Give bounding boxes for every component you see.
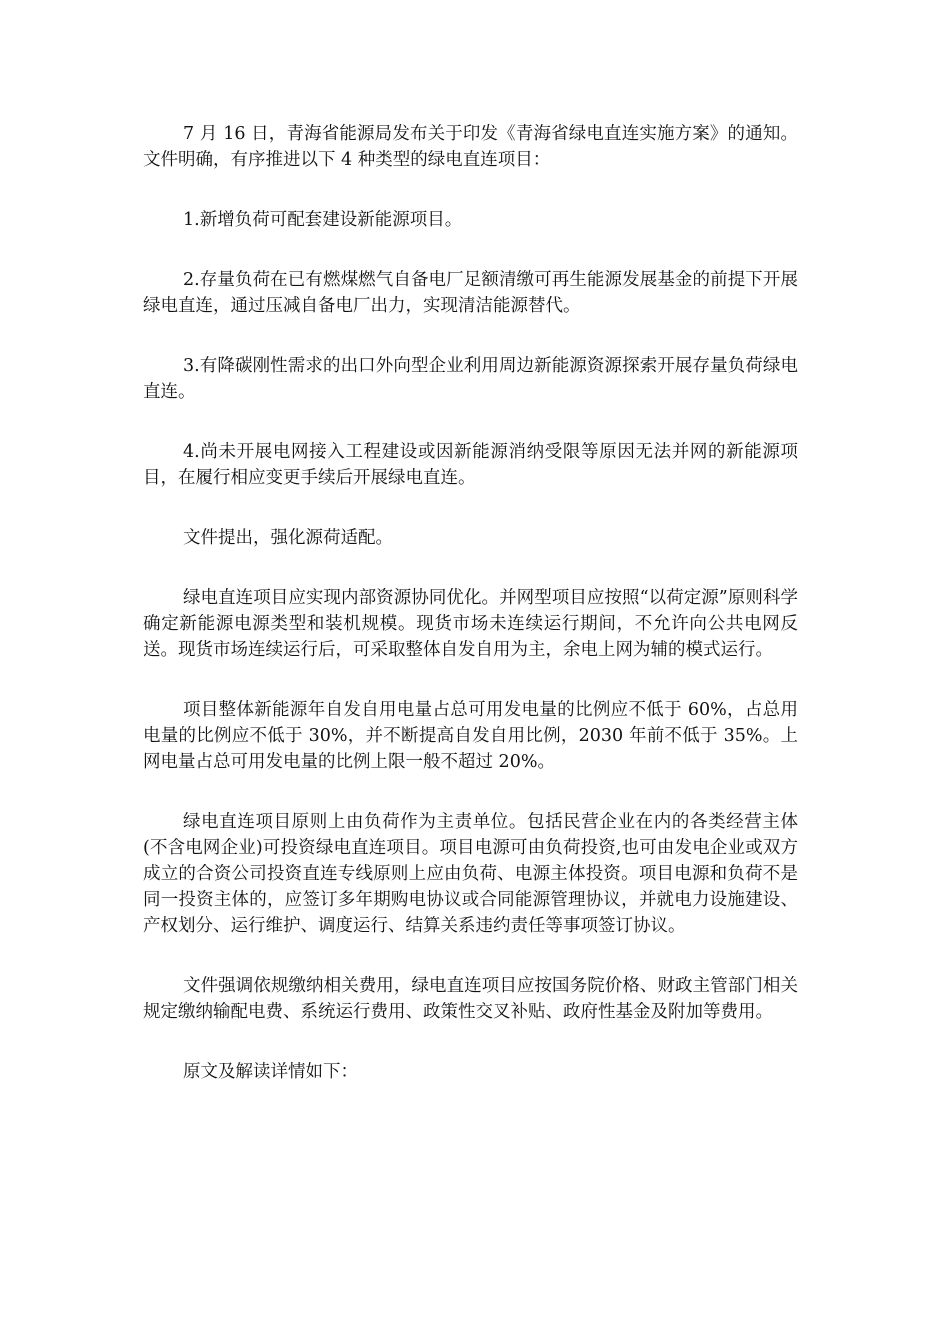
- article-body: [143, 121, 798, 1119]
- paragraph-details: 原文及解读详情如下：: [183, 1062, 358, 1082]
- paragraph-resource-optimization: 绿电直连项目应实现内部资源协同优化。并网型项目应按照“以荷定源”原则科学确定新能源电源类型和装机规模。现货市场未连续运行期间，不允许向公共电网反送。现货市场连续运行后，可采取整体自发自用为主，余电上网为辅的模式运行。: [143, 588, 798, 660]
- paragraph-item-3: 3.有降碳刚性需求的出口外向型企业利用周边新能源资源探索开展存量负荷绿电直连。: [143, 356, 798, 402]
- paragraph-item-2: 2.存量负荷在已有燃煤燃气自备电厂足额清缴可再生能源发展基金的前提下开展绿电直连，通过压减自备电厂出力，实现清洁能源替代。: [143, 270, 798, 316]
- paragraph-self-use-ratio: 项目整体新能源年自发自用电量占总可用发电量的比例应不低于 60%，占总用电量的比例应不低于 30%，并不断提高自发自用比例，2030 年前不低于 35%。上网电量占总可用发电量的比例上限一般不超过 20%。: [143, 700, 798, 772]
- paragraph-item-1: 1.新增负荷可配套建设新能源项目。: [183, 210, 463, 230]
- paragraph-source-load-matching: 文件提出，强化源荷适配。: [183, 528, 393, 548]
- paragraph-intro: 7 月 16 日，青海省能源局发布关于印发《青海省绿电直连实施方案》的通知。文件明确，有序推进以下 4 种类型的绿电直连项目：: [143, 124, 798, 170]
- paragraph-investment-entity: 绿电直连项目原则上由负荷作为主责单位。包括民营企业在内的各类经营主体(不含电网企业)可投资绿电直连项目。项目电源可由负荷投资,也可由发电企业或双方成立的合资公司投资直连专线原则上应由负荷、电源主体投资。项目电源和负荷不是同一投资主体的，应签订多年期购电协议或合同能源管理协议，并就电力设施建设、产权划分、运行维护、调度运行、结算关系违约责任等事项签订协议。: [143, 812, 798, 936]
- paragraph-fees: 文件强调依规缴纳相关费用，绿电直连项目应按国务院价格、财政主管部门相关规定缴纳输配电费、系统运行费用、政策性交叉补贴、政府性基金及附加等费用。: [143, 976, 798, 1022]
- paragraph-item-4: 4.尚未开展电网接入工程建设或因新能源消纳受限等原因无法并网的新能源项目，在履行相应变更手续后开展绿电直连。: [143, 442, 798, 488]
